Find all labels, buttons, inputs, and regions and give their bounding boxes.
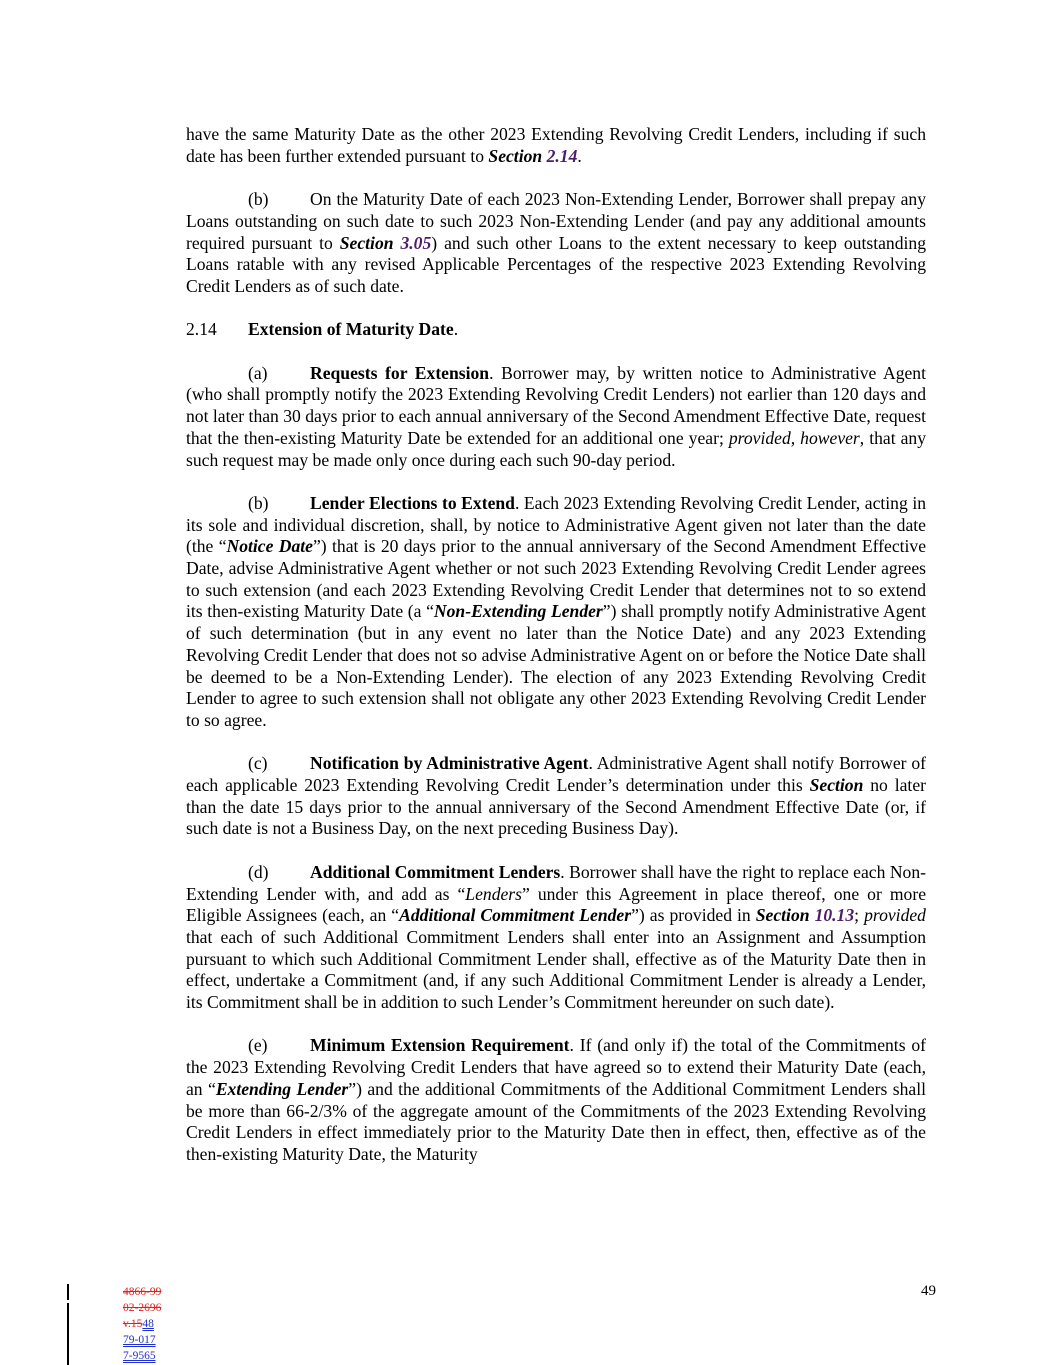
document-page [186, 124, 926, 1166]
page-number: 49 [921, 1283, 936, 1299]
paragraph-d: (d) Additional Commitment Lenders. Borrower shall have the right to replace each Non-Extending Lender with, and add as “Lenders” under this Agreement in place thereof, one or more Eligible Assignees (each, an “Additional Commitment Lender”) as provided in Section 10.13; provided that each of such Additional Commitment Lenders shall enter into an Assignment and Assumption pursuant to which such Additional Commitment Lender shall, effective as of the Maturity Date then in effect, undertake a Commitment (and, if any such Additional Commitment Lender is already a Lender, its Commitment shall be in addition to such Lender’s Commitment hereunder on such date). [186, 861, 926, 1013]
paragraph-a: (a) Requests for Extension. Borrower may, by written notice to Administrative Agent (who shall promptly notify the 2023 Extending Revolving Credit Lenders) not earlier than 120 days and not later than 30 days prior to each annual anniversary of the Second Amendment Effective Date, request that the then-existing Maturity Date be extended for an additional one year; provided, however, that any such request may be made only once during each such 90-day period. [186, 362, 926, 470]
paragraph-c: (c) Notification by Administrative Agent. Administrative Agent shall notify Borrower of each applicable 2023 Extending Revolving Credit Lender’s determination under this Section no later than the date 15 days prior to the annual anniversary of the Second Amendment Effective Date (or, if such date is not a Business Day, on the next preceding Business Day). [186, 753, 927, 839]
section-heading: 2.14 Extension of Maturity Date. [186, 319, 459, 340]
paragraph-b: (b) Lender Elections to Extend. Each 2023 Extending Revolving Credit Lender, acting in its sole and individual discretion, shall, by notice to Administrative Agent given not later than the date (the “Notice Date”) that is 20 days prior to the annual anniversary of the Second Amendment Effective Date, advise Administrative Agent whether or not such 2023 Extending Revolving Credit Lender agrees to such extension (and each 2023 Extending Revolving Credit Lender that determines not to so extend its then-existing Maturity Date (a “Non-Extending Lender”) shall promptly notify Administrative Agent of such determination (but in any event no later than the Notice Date) and any 2023 Extending Revolving Credit Lender that does not so advise Administrative Agent on or before the Notice Date shall be deemed to be a Non-Extending Lender). The election of any 2023 Extending Revolving Credit Lender to agree to such extension shall not obligate any other 2023 Extending Revolving Credit Lender to so agree. [186, 492, 927, 730]
change-bar [67, 1303, 69, 1365]
section-3-05-link[interactable]: Section 3.05 [339, 232, 432, 253]
paragraph-b-prepay: (b) On the Maturity Date of each 2023 Non-Extending Lender, Borrower shall prepay any Loans outstanding on such date to such 2023 Non-Extending Lender (and pay any additional amounts required pursuant to Section 3.05) and such other Loans to the extent necessary to keep outstanding Loans ratable with any revised Applicable Percentages of the respective 2023 Extending Revolving Credit Lenders as of such date. [186, 189, 926, 296]
document-id: 4866-99 02-2696 v.1548 79-017 7-9565 [123, 1286, 162, 1362]
change-bar [67, 1284, 69, 1300]
paragraph-e: (e) Minimum Extension Requirement. If (and only if) the total of the Commitments of the 2023 Extending Revolving Credit Lenders that have agreed so to extend their Maturity Date (each, an “Extending Lender”) and the additional Commitments of the Additional Commitment Lenders shall be more than 66-2/3% of the aggregate amount of the Commitments of the 2023 Extending Revolving Credit Lenders in effect immediately prior to the Maturity Date then in effect, then, effective as of the then-existing Maturity Date, the Maturity [186, 1035, 926, 1164]
continuation-paragraph: have the same Maturity Date as the other 2023 Extending Revolving Credit Lenders, including if such date has been further extended pursuant to Section 2.14. [186, 124, 926, 166]
section-10-13-link[interactable]: Section 10.13 [755, 905, 855, 926]
section-2-14-link[interactable]: Section 2.14 [488, 145, 578, 166]
